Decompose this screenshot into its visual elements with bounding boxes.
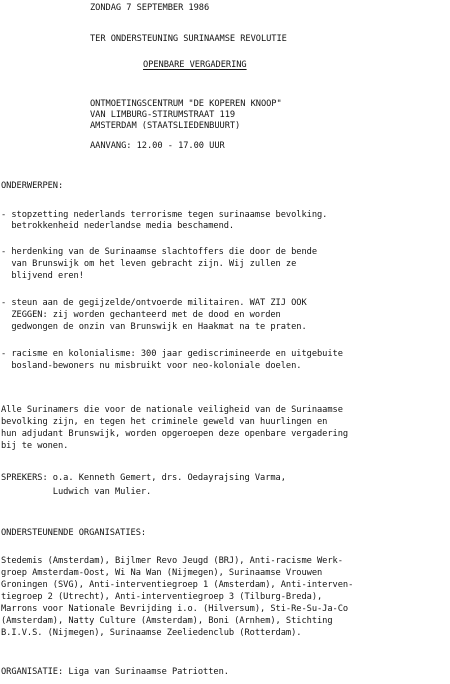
subject-2-line-3: blijvend eren! bbox=[1, 271, 84, 281]
event-date: ZONDAG 7 SEPTEMBER 1986 bbox=[90, 3, 210, 13]
subject-3-line-1: - steun aan de gegijzelde/ontvoerde militairen. WAT ZIJ OOK bbox=[1, 298, 307, 308]
subject-1-line-2: betrokkenheid nederlandse media beschamend. bbox=[1, 221, 235, 231]
organisations-line-3: Groningen (SVG), Anti-interventiegroep 1 (Amsterdam), Anti-interven- bbox=[1, 580, 354, 590]
organisations-heading: ONDERSTEUNENDE ORGANISATIES: bbox=[1, 528, 147, 538]
event-title: OPENBARE VERGADERING bbox=[143, 60, 247, 70]
organisations-line-7: B.I.V.S. (Nijmegen), Surinaamse Zeeliedenclub (Rotterdam). bbox=[1, 628, 302, 638]
subject-2-line-2: van Brunswijk om het leven gebracht zijn. Wij zullen ze bbox=[1, 259, 297, 269]
organisations-line-2: groep Amsterdam-Oost, Wi Na Wan (Nijmegen), Surinaamse Vrouwen bbox=[1, 568, 323, 578]
appeal-line-3: hun adjudant Brunswijk, worden opgeroepen deze openbare vergadering bbox=[1, 429, 349, 439]
subjects-heading: ONDERWERPEN: bbox=[1, 181, 64, 191]
appeal-line-1: Alle Surinamers die voor de nationale veiligheid van de Surinaamse bbox=[1, 405, 343, 415]
venue-street: VAN LIMBURG-STIRUMSTRAAT 119 bbox=[90, 110, 236, 120]
organisations-line-4: tiegroep 2 (Utrecht), Anti-interventiegroep 3 (Tilburg-Breda), bbox=[1, 592, 323, 602]
subject-1-line-1: - stopzetting nederlands terrorisme tegen surinaamse bevolking. bbox=[1, 210, 328, 220]
venue-city: AMSTERDAM (STAATSLIEDENBUURT) bbox=[90, 121, 241, 131]
subject-2-line-1: - herdenking van de Surinaamse slachtoffers die door de bende bbox=[1, 247, 318, 257]
organisations-line-6: (Amsterdam), Natty Culture (Amsterdam), Boni (Arnhem), Stichting bbox=[1, 616, 333, 626]
subject-3-line-3: gedwongen de onzin van Brunswijk en Haakmat na te praten. bbox=[1, 322, 307, 332]
appeal-line-2: bevolking zijn, en tegen het criminele geweld van huurlingen en bbox=[1, 417, 328, 427]
subject-4-line-2: bosland-bewoners nu misbruikt voor neo-koloniale doelen. bbox=[1, 361, 302, 371]
speakers-line-1: SPREKERS: o.a. Kenneth Gemert, drs. Oedayrajsing Varma, bbox=[1, 473, 286, 483]
start-time: AANVANG: 12.00 - 17.00 UUR bbox=[90, 141, 225, 151]
subject-4-line-1: - racisme en kolonialisme: 300 jaar gediscrimineerde en uitgebuite bbox=[1, 349, 343, 359]
venue-name: ONTMOETINGSCENTRUM "DE KOPEREN KNOOP" bbox=[90, 99, 282, 109]
speakers-line-2: Ludwich van Mulier. bbox=[1, 487, 152, 497]
event-purpose: TER ONDERSTEUNING SURINAAMSE REVOLUTIE bbox=[90, 34, 287, 44]
organisations-line-5: Marrons voor Nationale Bevrijding i.o. (Hilversum), Sti-Re-Su-Ja-Co bbox=[1, 604, 349, 614]
appeal-line-4: bij te wonen. bbox=[1, 441, 69, 451]
subject-3-line-2: ZEGGEN: zij worden gechanteerd met de dood en worden bbox=[1, 310, 281, 320]
organisations-line-1: Stedemis (Amsterdam), Bijlmer Revo Jeugd (BRJ), Anti-racisme Werk- bbox=[1, 556, 343, 566]
organiser: ORGANISATIE: Liga van Surinaamse Patriotten. bbox=[1, 667, 229, 677]
